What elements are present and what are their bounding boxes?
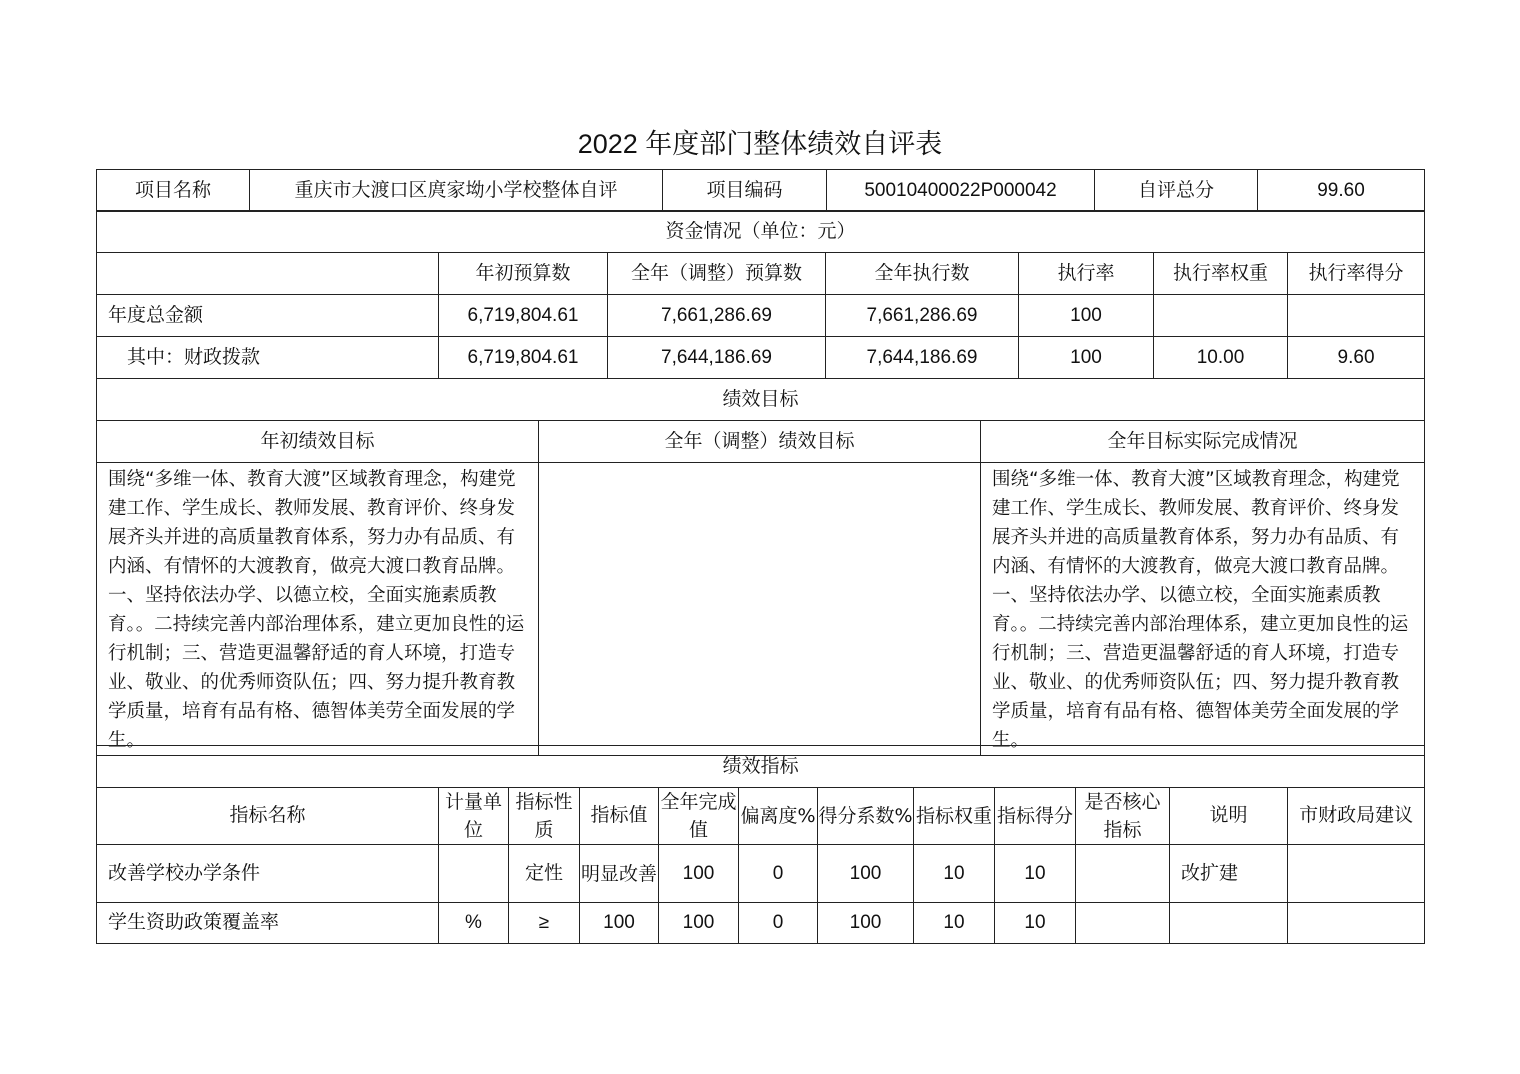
table-row bbox=[97, 845, 1425, 903]
actual-completion-text: 围绕“多维一体、教育大渡”区域教育理念，构建党建工作、学生成长、教师发展、教育评价、终身发展齐头并进的高质量教育体系，努力办有品质、有内涵、有情怀的大渡教育，做亮大渡口教育品牌。一、坚持依法办学、以德立校，全面实施素质教育。。二持续完善内部治理体系，建立更加良性的运行机制；三、营造更温馨舒适的育人环境，打造专业、敬业、的优秀师资队伍；四、努力提升教育教学质量，培育有品有格、德智体美劳全面发展的学生。 bbox=[981, 463, 1425, 756]
project-code-value: 50010400022P000042 bbox=[827, 170, 1095, 212]
nature: ≥ bbox=[509, 903, 580, 944]
cell: 7,644,186.69 bbox=[608, 337, 826, 379]
col-nature: 指标性质 bbox=[509, 788, 580, 845]
goals-section-title: 绩效目标 bbox=[97, 379, 1425, 421]
col-coef: 得分系数% bbox=[818, 788, 914, 845]
adjusted-goal-text bbox=[539, 463, 981, 756]
cell bbox=[1288, 295, 1425, 337]
project-name-label: 项目名称 bbox=[97, 170, 250, 212]
target: 明显改善 bbox=[580, 845, 659, 903]
score-label: 自评总分 bbox=[1095, 170, 1258, 212]
table-row bbox=[97, 295, 1425, 337]
coef: 100 bbox=[818, 903, 914, 944]
col-weight: 指标权重 bbox=[914, 788, 995, 845]
score: 10 bbox=[995, 845, 1076, 903]
note: 改扩建 bbox=[1170, 845, 1288, 903]
weight: 10 bbox=[914, 903, 995, 944]
col-initial-budget: 年初预算数 bbox=[439, 253, 608, 295]
header-table bbox=[96, 169, 1425, 212]
advice bbox=[1288, 845, 1425, 903]
cell: 7,661,286.69 bbox=[826, 295, 1019, 337]
goals-table bbox=[96, 378, 1425, 756]
col-exec-weight: 执行率权重 bbox=[1154, 253, 1288, 295]
core bbox=[1076, 845, 1170, 903]
score-value: 99.60 bbox=[1258, 170, 1425, 212]
nature: 定性 bbox=[509, 845, 580, 903]
project-code-label: 项目编码 bbox=[663, 170, 827, 212]
actual: 100 bbox=[659, 845, 739, 903]
table-row bbox=[97, 337, 1425, 379]
col-core: 是否核心指标 bbox=[1076, 788, 1170, 845]
cell: 6,719,804.61 bbox=[439, 295, 608, 337]
col-exec-rate: 执行率 bbox=[1019, 253, 1154, 295]
project-name-value: 重庆市大渡口区庹家坳小学校整体自评 bbox=[250, 170, 663, 212]
weight: 10 bbox=[914, 845, 995, 903]
indicator-name: 学生资助政策覆盖率 bbox=[97, 903, 439, 944]
cell: 100 bbox=[1019, 337, 1154, 379]
row-label: 其中：财政拨款 bbox=[97, 337, 439, 379]
col-actual: 全年完成值 bbox=[659, 788, 739, 845]
unit: % bbox=[439, 903, 509, 944]
col-unit: 计量单位 bbox=[439, 788, 509, 845]
col-adjusted-budget: 全年（调整）预算数 bbox=[608, 253, 826, 295]
col-exec-score: 执行率得分 bbox=[1288, 253, 1425, 295]
cell: 10.00 bbox=[1154, 337, 1288, 379]
col-note: 说明 bbox=[1170, 788, 1288, 845]
col-advice: 市财政局建议 bbox=[1288, 788, 1425, 845]
funds-table bbox=[96, 210, 1425, 379]
col-executed: 全年执行数 bbox=[826, 253, 1019, 295]
col-initial-goal: 年初绩效目标 bbox=[97, 421, 539, 463]
funds-section-title: 资金情况（单位：元） bbox=[97, 211, 1425, 253]
col-actual-completion: 全年目标实际完成情况 bbox=[981, 421, 1425, 463]
col-score: 指标得分 bbox=[995, 788, 1076, 845]
cell: 100 bbox=[1019, 295, 1154, 337]
note bbox=[1170, 903, 1288, 944]
target: 100 bbox=[580, 903, 659, 944]
page-title: 2022 年度部门整体绩效自评表 bbox=[577, 129, 943, 159]
initial-goal-text: 围绕“多维一体、教育大渡”区域教育理念，构建党建工作、学生成长、教师发展、教育评价、终身发展齐头并进的高质量教育体系，努力办有品质、有内涵、有情怀的大渡教育，做亮大渡口教育品牌。一、坚持依法办学、以德立校，全面实施素质教育。。二持续完善内部治理体系，建立更加良性的运行机制；三、营造更温馨舒适的育人环境，打造专业、敬业、的优秀师资队伍；四、努力提升教育教学质量，培育有品有格、德智体美劳全面发展的学生。 bbox=[97, 463, 539, 756]
row-label: 年度总金额 bbox=[97, 295, 439, 337]
coef: 100 bbox=[818, 845, 914, 903]
cell: 7,661,286.69 bbox=[608, 295, 826, 337]
funds-header-blank bbox=[97, 253, 439, 295]
col-deviation: 偏离度% bbox=[739, 788, 818, 845]
cell: 9.60 bbox=[1288, 337, 1425, 379]
unit bbox=[439, 845, 509, 903]
deviation: 0 bbox=[739, 903, 818, 944]
table-row bbox=[97, 903, 1425, 944]
score: 10 bbox=[995, 903, 1076, 944]
actual: 100 bbox=[659, 903, 739, 944]
indicators-table bbox=[96, 745, 1425, 944]
indicator-name: 改善学校办学条件 bbox=[97, 845, 439, 903]
col-indicator-name: 指标名称 bbox=[97, 788, 439, 845]
core bbox=[1076, 903, 1170, 944]
cell bbox=[1154, 295, 1288, 337]
cell: 7,644,186.69 bbox=[826, 337, 1019, 379]
cell: 6,719,804.61 bbox=[439, 337, 608, 379]
deviation: 0 bbox=[739, 845, 818, 903]
indicators-section-title: 绩效指标 bbox=[97, 746, 1425, 788]
col-adjusted-goal: 全年（调整）绩效目标 bbox=[539, 421, 981, 463]
advice bbox=[1288, 903, 1425, 944]
col-target: 指标值 bbox=[580, 788, 659, 845]
